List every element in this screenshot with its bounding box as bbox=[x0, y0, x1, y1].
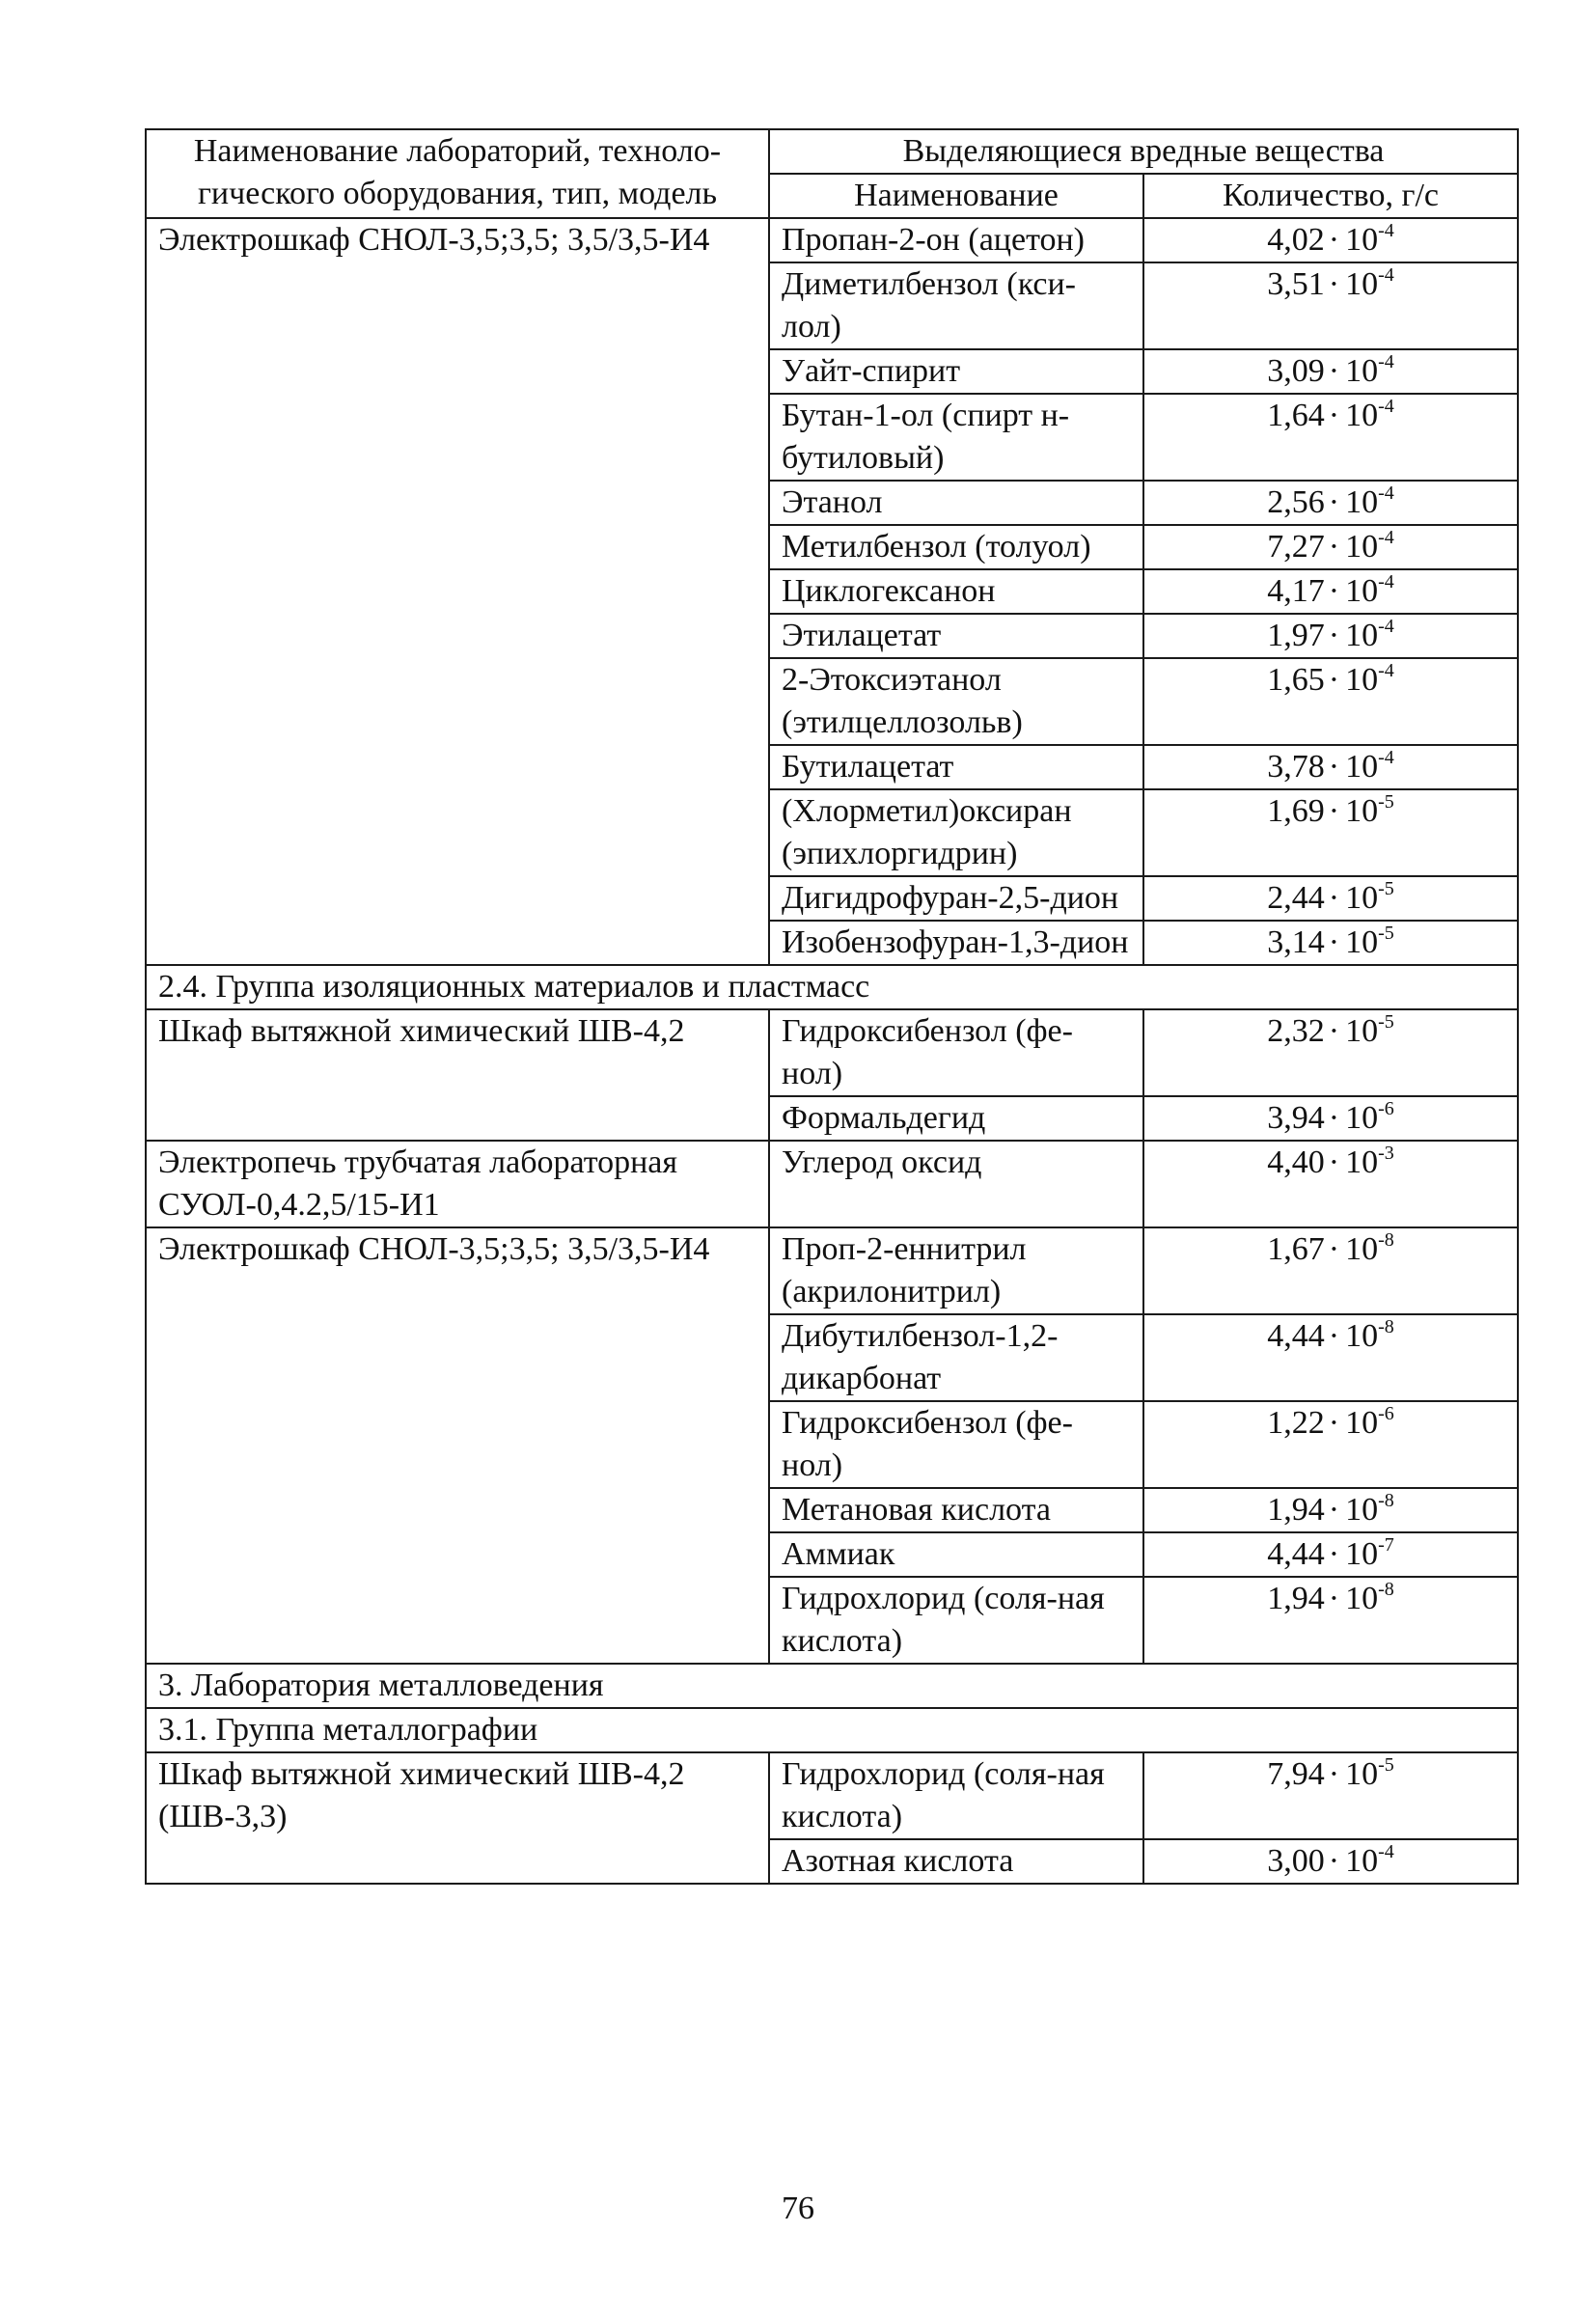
multiply-dot: · bbox=[1328, 529, 1340, 565]
substance-name: Гидроксибензол (фе-нол) bbox=[769, 1401, 1143, 1488]
quantity-base: 10 bbox=[1345, 880, 1379, 916]
quantity-base: 10 bbox=[1345, 353, 1379, 389]
quantity-exponent: -5 bbox=[1378, 791, 1394, 813]
multiply-dot: · bbox=[1328, 749, 1340, 785]
quantity-exponent: -4 bbox=[1378, 1841, 1394, 1862]
multiply-dot: · bbox=[1328, 662, 1340, 698]
substance-quantity bbox=[1143, 745, 1518, 789]
quantity-base: 10 bbox=[1345, 1581, 1379, 1616]
quantity-mantissa: 1,64 bbox=[1267, 398, 1325, 433]
substance-name: Изобензофуран-1,3-дион bbox=[769, 921, 1143, 965]
substance-name: Метановая кислота bbox=[769, 1488, 1143, 1532]
substance-quantity bbox=[1143, 569, 1518, 614]
multiply-dot: · bbox=[1328, 1756, 1340, 1792]
multiply-dot: · bbox=[1328, 880, 1340, 916]
quantity-exponent: -4 bbox=[1378, 396, 1394, 417]
quantity-mantissa: 3,00 bbox=[1267, 1843, 1325, 1879]
quantity-exponent: -4 bbox=[1378, 747, 1394, 768]
quantity-exponent: -8 bbox=[1378, 1579, 1394, 1600]
substance-name: Аммиак bbox=[769, 1532, 1143, 1577]
quantity-exponent: -4 bbox=[1378, 264, 1394, 286]
substance-name: Метилбензол (толуол) bbox=[769, 525, 1143, 569]
quantity-mantissa: 2,56 bbox=[1267, 484, 1325, 520]
quantity-exponent: -5 bbox=[1378, 923, 1394, 944]
multiply-dot: · bbox=[1328, 1843, 1340, 1879]
multiply-dot: · bbox=[1328, 484, 1340, 520]
multiply-dot: · bbox=[1328, 793, 1340, 829]
substance-name: Этилацетат bbox=[769, 614, 1143, 658]
quantity-base: 10 bbox=[1345, 1318, 1379, 1354]
quantity-base: 10 bbox=[1345, 1536, 1379, 1572]
multiply-dot: · bbox=[1328, 1492, 1340, 1528]
quantity-exponent: -8 bbox=[1378, 1229, 1394, 1251]
multiply-dot: · bbox=[1328, 1100, 1340, 1136]
table-body bbox=[146, 218, 1518, 1884]
quantity-mantissa: 7,94 bbox=[1267, 1756, 1325, 1792]
substance-quantity bbox=[1143, 789, 1518, 876]
substance-quantity bbox=[1143, 394, 1518, 481]
substance-quantity bbox=[1143, 525, 1518, 569]
quantity-base: 10 bbox=[1345, 484, 1379, 520]
quantity-mantissa: 2,32 bbox=[1267, 1013, 1325, 1049]
section-row bbox=[146, 1708, 1518, 1752]
substance-quantity bbox=[1143, 1314, 1518, 1401]
quantity-exponent: -6 bbox=[1378, 1098, 1394, 1119]
substance-quantity bbox=[1143, 876, 1518, 921]
equipment-cell: Шкаф вытяжной химический ШВ-4,2 bbox=[146, 1009, 769, 1141]
substance-name: Азотная кислота bbox=[769, 1839, 1143, 1884]
quantity-mantissa: 1,94 bbox=[1267, 1581, 1325, 1616]
quantity-base: 10 bbox=[1345, 924, 1379, 960]
substance-quantity bbox=[1143, 1096, 1518, 1141]
substance-name: Формальдегид bbox=[769, 1096, 1143, 1141]
substance-name: Циклогексанон bbox=[769, 569, 1143, 614]
quantity-mantissa: 3,09 bbox=[1267, 353, 1325, 389]
substance-quantity bbox=[1143, 658, 1518, 745]
quantity-base: 10 bbox=[1345, 1405, 1379, 1441]
table-row bbox=[146, 1752, 1518, 1839]
quantity-exponent: -8 bbox=[1378, 1316, 1394, 1337]
header-row-1 bbox=[146, 129, 1518, 174]
substance-quantity bbox=[1143, 1532, 1518, 1577]
quantity-base: 10 bbox=[1345, 398, 1379, 433]
header-equipment: Наименование лабораторий, техноло-гического оборудования, тип, модель bbox=[146, 129, 769, 218]
substance-name: Пропан-2-он (ацетон) bbox=[769, 218, 1143, 262]
multiply-dot: · bbox=[1328, 1581, 1340, 1616]
quantity-mantissa: 4,02 bbox=[1267, 222, 1325, 258]
quantity-mantissa: 3,14 bbox=[1267, 924, 1325, 960]
substance-name: Бутан-1-ол (спирт н-бутиловый) bbox=[769, 394, 1143, 481]
substance-quantity bbox=[1143, 349, 1518, 394]
quantity-mantissa: 1,65 bbox=[1267, 662, 1325, 698]
substance-quantity bbox=[1143, 481, 1518, 525]
quantity-exponent: -7 bbox=[1378, 1534, 1394, 1556]
equipment-cell: Электрошкаф СНОЛ-3,5;3,5; 3,5/3,5-И4 bbox=[146, 218, 769, 965]
multiply-dot: · bbox=[1328, 1231, 1340, 1267]
substance-quantity bbox=[1143, 1401, 1518, 1488]
header-quantity: Количество, г/с bbox=[1143, 174, 1518, 218]
substance-quantity bbox=[1143, 614, 1518, 658]
substance-quantity bbox=[1143, 1577, 1518, 1664]
header-substance-name: Наименование bbox=[769, 174, 1143, 218]
quantity-exponent: -4 bbox=[1378, 571, 1394, 593]
quantity-mantissa: 1,94 bbox=[1267, 1492, 1325, 1528]
substance-name: Углерод оксид bbox=[769, 1141, 1143, 1227]
section-row bbox=[146, 1664, 1518, 1708]
substance-name: Проп-2-еннитрил (акрилонитрил) bbox=[769, 1227, 1143, 1314]
quantity-mantissa: 3,51 bbox=[1267, 266, 1325, 302]
substance-name: Диметилбензол (кси-лол) bbox=[769, 262, 1143, 349]
quantity-exponent: -8 bbox=[1378, 1490, 1394, 1511]
multiply-dot: · bbox=[1328, 1013, 1340, 1049]
quantity-base: 10 bbox=[1345, 1100, 1379, 1136]
section-row bbox=[146, 965, 1518, 1009]
substance-name: Гидроксибензол (фе-нол) bbox=[769, 1009, 1143, 1096]
quantity-exponent: -5 bbox=[1378, 878, 1394, 899]
quantity-base: 10 bbox=[1345, 618, 1379, 653]
table-row bbox=[146, 218, 1518, 262]
equipment-cell: Электропечь трубчатая лабораторная СУОЛ-0,4.2,5/15-И1 bbox=[146, 1141, 769, 1227]
quantity-mantissa: 1,97 bbox=[1267, 618, 1325, 653]
multiply-dot: · bbox=[1328, 1318, 1340, 1354]
substance-name: Гидрохлорид (соля-ная кислота) bbox=[769, 1752, 1143, 1839]
quantity-mantissa: 3,94 bbox=[1267, 1100, 1325, 1136]
substance-quantity bbox=[1143, 1488, 1518, 1532]
substance-name: Гидрохлорид (соля-ная кислота) bbox=[769, 1577, 1143, 1664]
header-substances: Выделяющиеся вредные вещества bbox=[769, 129, 1518, 174]
substance-name: Уайт-спирит bbox=[769, 349, 1143, 394]
section-title: 3. Лаборатория металловедения bbox=[146, 1664, 1518, 1708]
substance-quantity bbox=[1143, 218, 1518, 262]
quantity-mantissa: 4,44 bbox=[1267, 1318, 1325, 1354]
substance-name: Бутилацетат bbox=[769, 745, 1143, 789]
substance-name: Дигидрофуран-2,5-дион bbox=[769, 876, 1143, 921]
multiply-dot: · bbox=[1328, 924, 1340, 960]
quantity-base: 10 bbox=[1345, 529, 1379, 565]
substance-name: (Хлорметил)оксиран (эпихлоргидрин) bbox=[769, 789, 1143, 876]
section-title: 2.4. Группа изоляционных материалов и пластмасс bbox=[146, 965, 1518, 1009]
quantity-base: 10 bbox=[1345, 749, 1379, 785]
quantity-base: 10 bbox=[1345, 1843, 1379, 1879]
equipment-cell: Шкаф вытяжной химический ШВ-4,2 (ШВ-3,3) bbox=[146, 1752, 769, 1884]
quantity-mantissa: 1,67 bbox=[1267, 1231, 1325, 1267]
emissions-table bbox=[145, 128, 1519, 1885]
quantity-exponent: -4 bbox=[1378, 616, 1394, 637]
multiply-dot: · bbox=[1328, 266, 1340, 302]
multiply-dot: · bbox=[1328, 1405, 1340, 1441]
multiply-dot: · bbox=[1328, 573, 1340, 609]
multiply-dot: · bbox=[1328, 222, 1340, 258]
table-row bbox=[146, 1227, 1518, 1314]
quantity-base: 10 bbox=[1345, 1013, 1379, 1049]
substance-name: Дибутилбензол-1,2-дикарбонат bbox=[769, 1314, 1143, 1401]
quantity-base: 10 bbox=[1345, 222, 1379, 258]
quantity-exponent: -4 bbox=[1378, 220, 1394, 241]
quantity-base: 10 bbox=[1345, 1144, 1379, 1180]
substance-name: 2-Этоксиэтанол (этилцеллозольв) bbox=[769, 658, 1143, 745]
quantity-exponent: -4 bbox=[1378, 660, 1394, 681]
multiply-dot: · bbox=[1328, 1536, 1340, 1572]
substance-quantity bbox=[1143, 921, 1518, 965]
quantity-mantissa: 4,40 bbox=[1267, 1144, 1325, 1180]
quantity-mantissa: 4,44 bbox=[1267, 1536, 1325, 1572]
multiply-dot: · bbox=[1328, 1144, 1340, 1180]
quantity-mantissa: 4,17 bbox=[1267, 573, 1325, 609]
quantity-base: 10 bbox=[1345, 1231, 1379, 1267]
quantity-base: 10 bbox=[1345, 1756, 1379, 1792]
quantity-base: 10 bbox=[1345, 266, 1379, 302]
quantity-exponent: -5 bbox=[1378, 1011, 1394, 1033]
quantity-exponent: -4 bbox=[1378, 527, 1394, 548]
section-title: 3.1. Группа металлографии bbox=[146, 1708, 1518, 1752]
quantity-exponent: -6 bbox=[1378, 1403, 1394, 1424]
substance-quantity bbox=[1143, 262, 1518, 349]
quantity-exponent: -4 bbox=[1378, 351, 1394, 372]
substance-quantity bbox=[1143, 1009, 1518, 1096]
quantity-base: 10 bbox=[1345, 1492, 1379, 1528]
quantity-base: 10 bbox=[1345, 662, 1379, 698]
table-row bbox=[146, 1141, 1518, 1227]
multiply-dot: · bbox=[1328, 353, 1340, 389]
quantity-mantissa: 1,22 bbox=[1267, 1405, 1325, 1441]
multiply-dot: · bbox=[1328, 618, 1340, 653]
substance-quantity bbox=[1143, 1227, 1518, 1314]
quantity-mantissa: 1,69 bbox=[1267, 793, 1325, 829]
table-row bbox=[146, 1009, 1518, 1096]
substance-name: Этанол bbox=[769, 481, 1143, 525]
substance-quantity bbox=[1143, 1141, 1518, 1227]
quantity-base: 10 bbox=[1345, 793, 1379, 829]
substance-quantity bbox=[1143, 1752, 1518, 1839]
quantity-mantissa: 7,27 bbox=[1267, 529, 1325, 565]
multiply-dot: · bbox=[1328, 398, 1340, 433]
substance-quantity bbox=[1143, 1839, 1518, 1884]
page-number: 76 bbox=[782, 2191, 814, 2226]
quantity-mantissa: 3,78 bbox=[1267, 749, 1325, 785]
quantity-mantissa: 2,44 bbox=[1267, 880, 1325, 916]
quantity-base: 10 bbox=[1345, 573, 1379, 609]
quantity-exponent: -4 bbox=[1378, 482, 1394, 504]
equipment-cell: Электрошкаф СНОЛ-3,5;3,5; 3,5/3,5-И4 bbox=[146, 1227, 769, 1664]
quantity-exponent: -5 bbox=[1378, 1754, 1394, 1776]
quantity-exponent: -3 bbox=[1378, 1143, 1394, 1164]
